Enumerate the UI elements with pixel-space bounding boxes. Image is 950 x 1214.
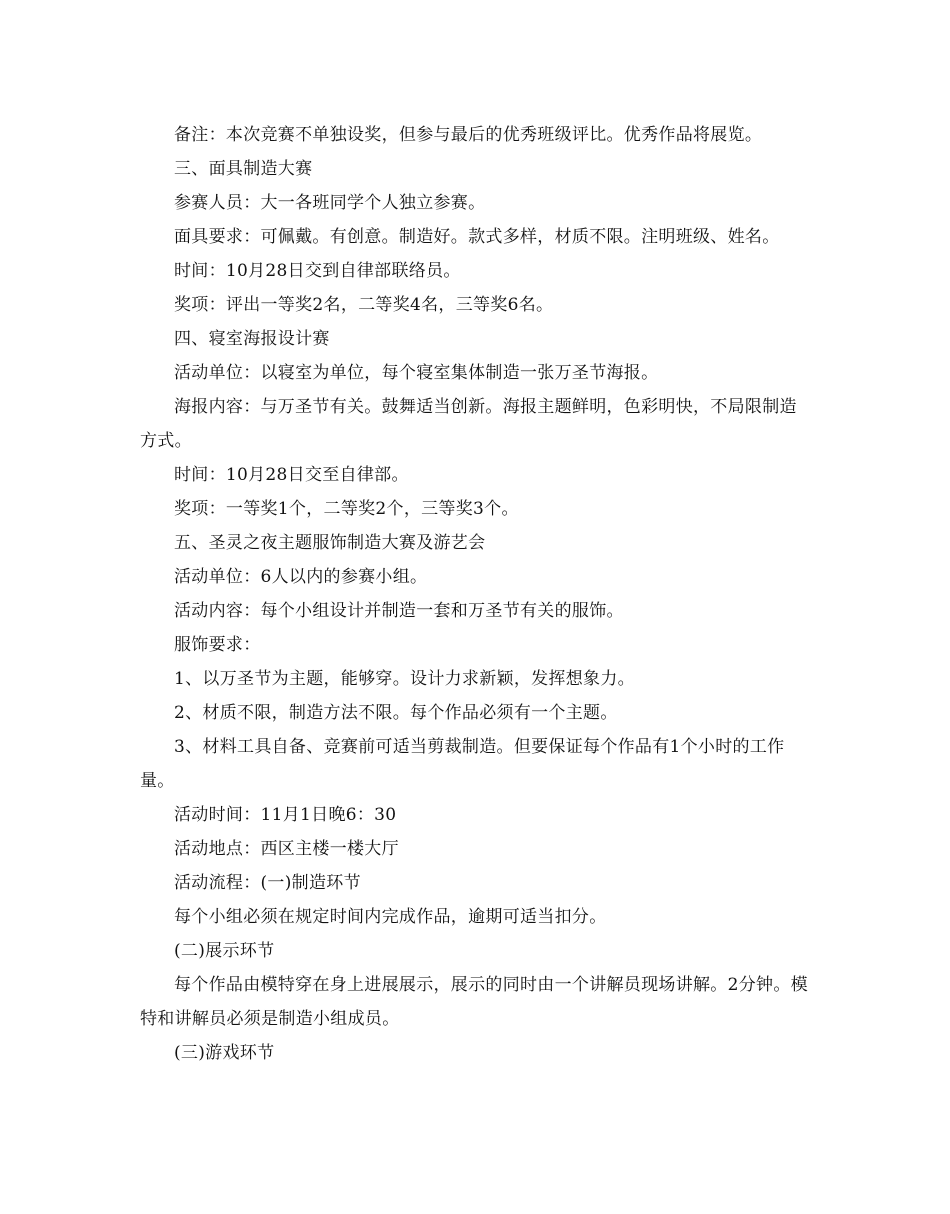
paragraph: 活动时间：11月1日晚6：30 bbox=[174, 805, 397, 825]
paragraph: 参赛人员：大一各班同学个人独立参赛。 bbox=[174, 193, 486, 213]
paragraph: 每个小组必须在规定时间内完成作品，逾期可适当扣分。 bbox=[174, 907, 607, 927]
list-item: 1、以万圣节为主题，能够穿。设计力求新颖，发挥想象力。 bbox=[174, 669, 635, 689]
paragraph: 活动流程：(一)制造环节 bbox=[174, 873, 361, 893]
subsection-heading: (二)展示环节 bbox=[174, 941, 275, 961]
subsection-heading: (三)游戏环节 bbox=[174, 1043, 275, 1063]
paragraph: 奖项：一等奖1个，二等奖2个，三等奖3个。 bbox=[174, 499, 519, 519]
section-heading: 三、面具制造大赛 bbox=[174, 159, 313, 179]
paragraph: 活动内容：每个小组设计并制造一套和万圣节有关的服饰。 bbox=[174, 601, 624, 621]
paragraph: 每个作品由模特穿在身上进展展示，展示的同时由一个讲解员现场讲解。2分钟。模特和讲解员必须是制造小组成员。 bbox=[140, 975, 808, 1029]
list-item: 3、材料工具自备、竞赛前可适当剪裁制造。但要保证每个作品有1个小时的工作量。 bbox=[140, 737, 785, 791]
paragraph: 活动单位：以寝室为单位，每个寝室集体制造一张万圣节海报。 bbox=[174, 363, 659, 383]
paragraph: 活动地点：西区主楼一楼大厅 bbox=[174, 839, 399, 859]
document-body bbox=[140, 118, 810, 1070]
section-heading: 五、圣灵之夜主题服饰制造大赛及游艺会 bbox=[174, 533, 486, 553]
paragraph: 活动单位：6人以内的参赛小组。 bbox=[174, 567, 428, 587]
section-heading: 四、寝室海报设计赛 bbox=[174, 329, 330, 349]
paragraph: 海报内容：与万圣节有关。鼓舞适当创新。海报主题鲜明，色彩明快，不局限制造方式。 bbox=[140, 397, 797, 451]
paragraph: 时间：10月28日交到自律部联络员。 bbox=[174, 261, 461, 281]
list-item: 2、材质不限，制造方法不限。每个作品必须有一个主题。 bbox=[174, 703, 618, 723]
paragraph: 奖项：评出一等奖2名，二等奖4名，三等奖6名。 bbox=[174, 295, 554, 315]
paragraph: 备注：本次竞赛不单独设奖，但参与最后的优秀班级评比。优秀作品将展览。 bbox=[174, 125, 763, 145]
paragraph: 服饰要求： bbox=[174, 635, 261, 655]
paragraph: 面具要求：可佩戴。有创意。制造好。款式多样，材质不限。注明班级、姓名。 bbox=[174, 227, 780, 247]
paragraph: 时间：10月28日交至自律部。 bbox=[174, 465, 409, 485]
